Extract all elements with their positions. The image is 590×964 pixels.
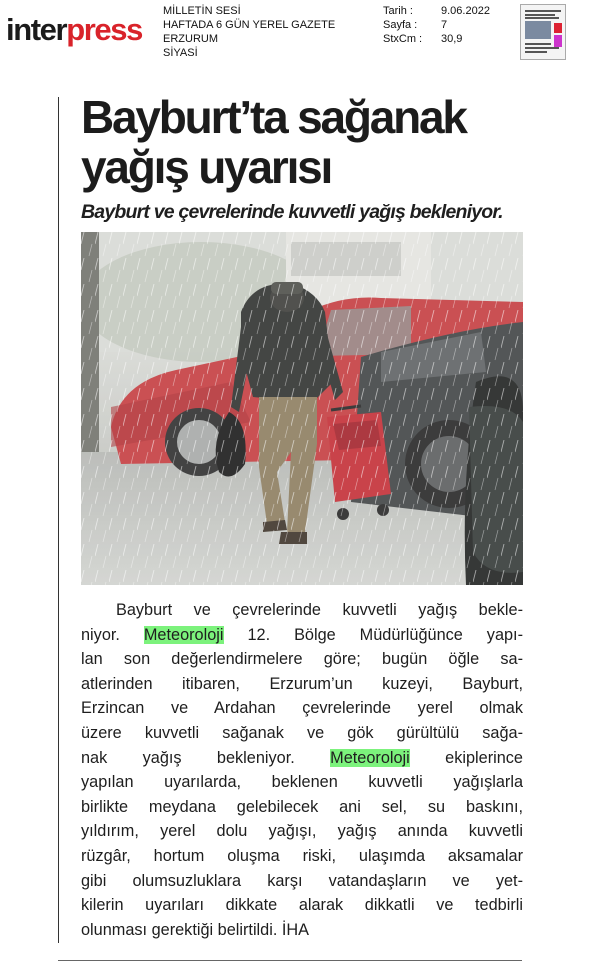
highlighted-keyword: Meteoroloji — [330, 748, 410, 767]
body-line — [81, 746, 523, 771]
body-line — [81, 721, 523, 746]
detail-label: Tarih : — [383, 5, 413, 17]
detail-value: 30,9 — [441, 33, 463, 45]
body-text-run: Bayburt ve çevrelerinde kuvvetli yağış bekle- — [116, 601, 523, 619]
headline — [81, 92, 531, 192]
body-text-run: nak yağış bekleniyor. — [81, 748, 331, 767]
body-line — [81, 770, 523, 795]
body-text-run: kilerin uyarıları dikkate alarak dikkatli ve tedbirli — [81, 896, 523, 915]
meta-line: SİYASİ — [163, 47, 198, 59]
body-text-run: 12. Bölge Müdürlüğünce yapı- — [223, 625, 523, 644]
highlighted-keyword: Meteoroloji — [143, 625, 224, 644]
body-text-run: rüzgâr, hortum oluşma riski, ulaşımda aksamalar — [81, 846, 523, 865]
column-rule — [58, 97, 59, 943]
detail-row-stxcm — [383, 32, 490, 46]
logo-part-press: press — [66, 12, 142, 47]
body-text-run: yıldırım, yerel dolu yağışı, yağış anında kuvvetli — [81, 822, 523, 841]
article-bottom-rule — [58, 960, 522, 961]
meta-line: ERZURUM — [163, 33, 218, 45]
article-body — [81, 598, 523, 942]
body-line — [81, 893, 523, 918]
headline-line: yağış uyarısı — [81, 141, 332, 193]
body-text-run: yapılan uyarılarda, beklenen kuvvetli yağışlarla — [81, 773, 523, 792]
interpress-logo — [6, 8, 142, 52]
publication-meta — [163, 4, 335, 60]
body-text-run: birlikte meydana gelebilecek ani sel, su baskını, — [81, 797, 523, 816]
detail-label: StxCm : — [383, 33, 423, 45]
body-text-run: atlerinden itibaren, Erzurum’un kuzeyi, Bayburt, — [81, 674, 523, 693]
body-line — [81, 696, 523, 721]
body-line — [81, 819, 523, 844]
subheadline: Bayburt ve çevrelerinde kuvvetli yağış bekleniyor. — [81, 201, 503, 223]
body-text-run: lan son değerlendirmelere göre; bugün öğle sa- — [81, 650, 523, 669]
body-text-run: ekiplerince — [409, 748, 523, 767]
body-line — [81, 647, 523, 672]
photo-rain-street — [81, 232, 523, 585]
body-line — [81, 918, 523, 943]
meta-line: HAFTADA 6 GÜN YEREL GAZETE — [163, 19, 336, 31]
body-line — [81, 623, 523, 648]
body-text-run: olunması gerektiği belirtildi. İHA — [81, 920, 310, 939]
detail-row-page — [383, 18, 490, 32]
article-photo — [81, 232, 523, 585]
body-line — [81, 598, 523, 623]
logo-part-inter: inter — [6, 12, 67, 47]
body-text-run: gibi olumsuzluklara karşı vatandaşların ve yet- — [81, 871, 523, 890]
detail-value: 7 — [441, 19, 448, 31]
body-text-run: üzere kuvvetli sağanak ve gök gürültülü sağa- — [81, 723, 523, 742]
body-text-run: Erzincan ve Ardahan çevrelerinde yerel olmak — [81, 699, 523, 718]
body-line — [81, 795, 523, 820]
body-text-run: niyor. — [81, 625, 144, 644]
body-line — [81, 869, 523, 894]
detail-value: 9.06.2022 — [441, 5, 490, 17]
publication-details — [383, 4, 490, 46]
detail-label: Sayfa : — [383, 19, 418, 31]
meta-line: MİLLETİN SESİ — [163, 5, 241, 17]
headline-line: Bayburt’ta sağanak — [81, 91, 466, 143]
body-line — [81, 672, 523, 697]
page-thumbnail[interactable] — [520, 4, 566, 60]
detail-row-date — [383, 4, 490, 18]
body-line — [81, 844, 523, 869]
